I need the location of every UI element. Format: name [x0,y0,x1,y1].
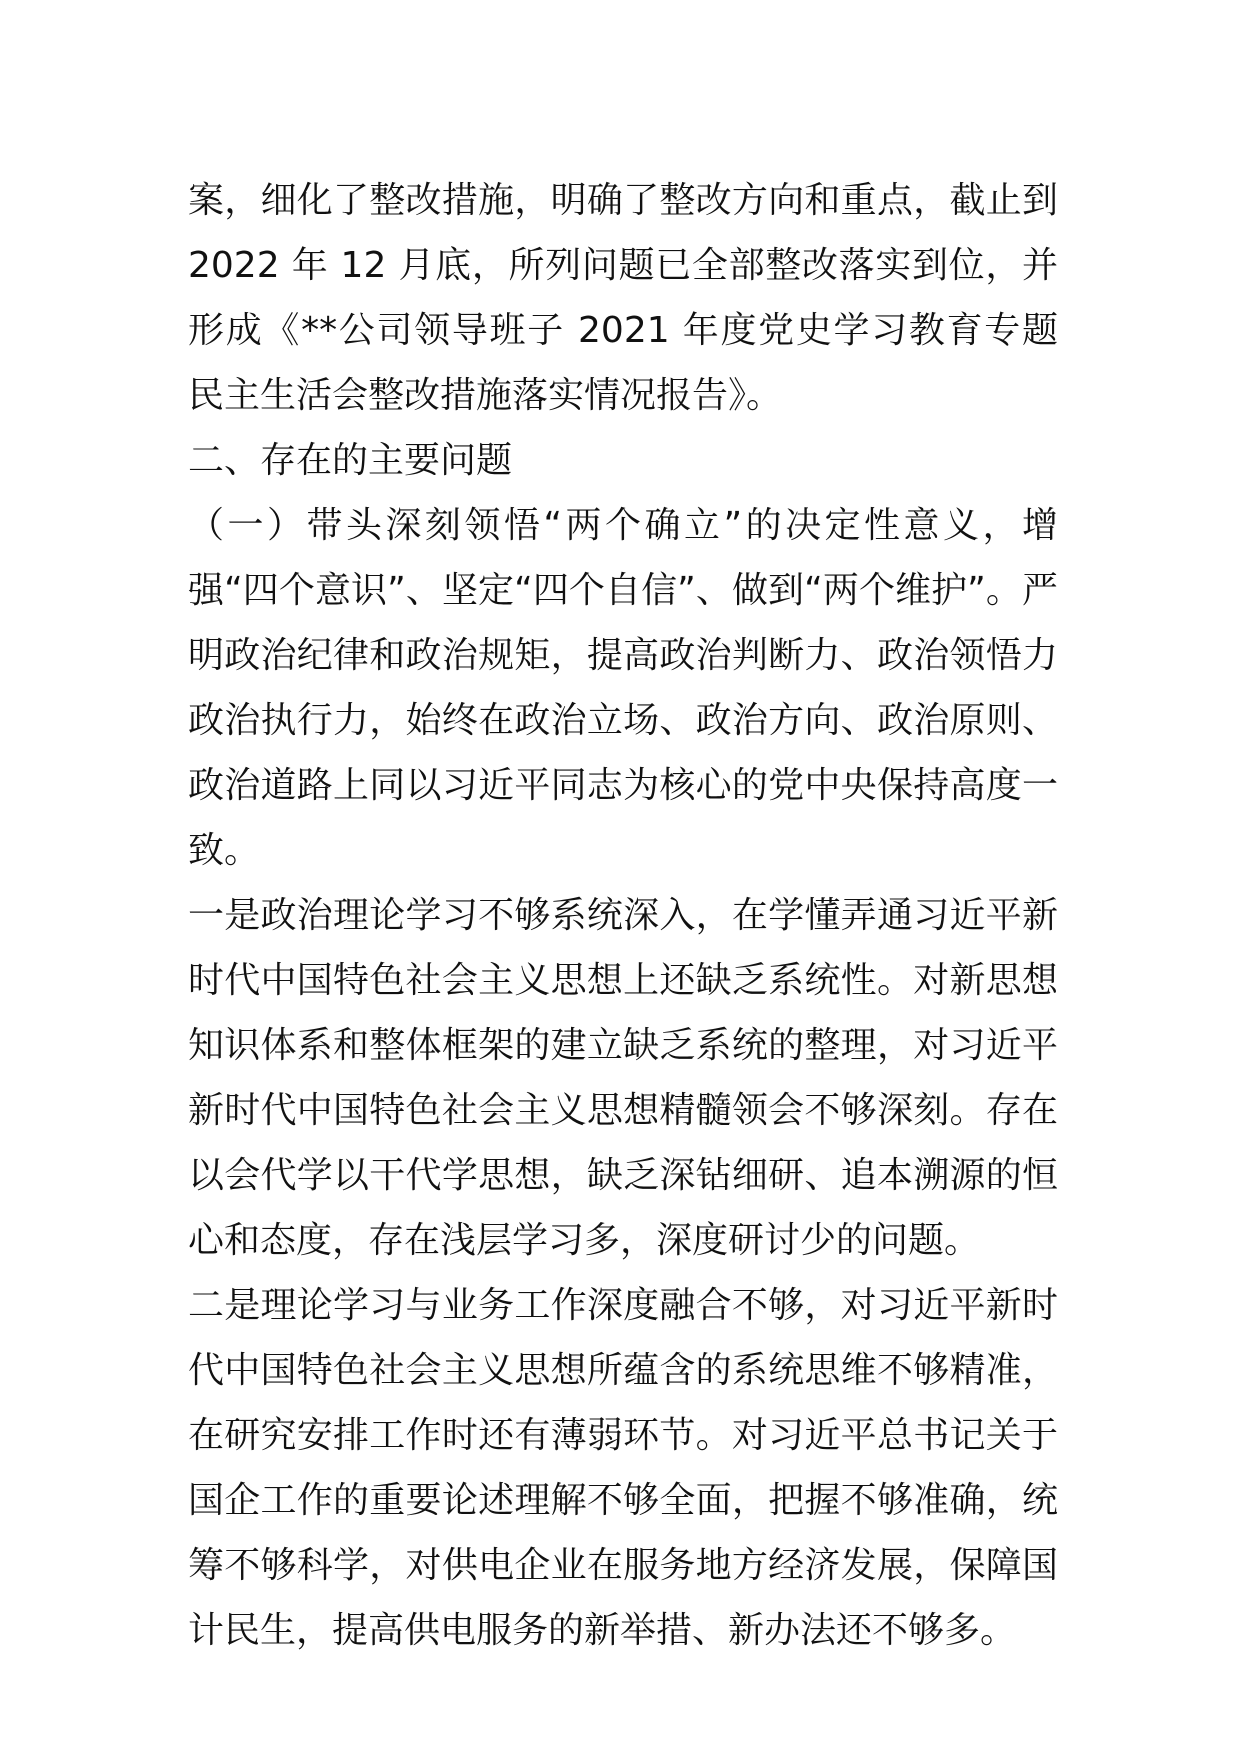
document-body [188,168,1058,1663]
section-heading: 二、存在的主要问题 [188,440,513,481]
paragraph-intro: 案，细化了整改措施，明确了整改方向和重点，截止到2022 年 12 月底，所列问题已全部整改落实到位，并形成《**公司领导班子 2021 年度党史学习教育专题民主生活会整改措施落实情况报告》。 [188,180,1058,416]
paragraph-point-2: 二是理论学习与业务工作深度融合不够，对习近平新时代中国特色社会主义思想所蕴含的系统思维不够精准，在研究安排工作时还有薄弱环节。对习近平总书记关于国企工作的重要论述理解不够全面，把握不够准确，统筹不够科学，对供电企业在服务地方经济发展，保障国计民生，提高供电服务的新举措、新办法还不够多。 [188,1285,1058,1651]
paragraph-point-1: 一是政治理论学习不够系统深入，在学懂弄通习近平新时代中国特色社会主义思想上还缺乏系统性。对新思想知识体系和整体框架的建立缺乏系统的整理，对习近平新时代中国特色社会主义思想精髓领会不够深刻。存在以会代学以干代学思想，缺乏深钻细研、追本溯源的恒心和态度，存在浅层学习多，深度研讨少的问题。 [188,895,1058,1261]
paragraph-subsection-1: （一）带头深刻领悟“两个确立”的决定性意义，增强“四个意识”、坚定“四个自信”、做到“两个维护”。严明政治纪律和政治规矩，提高政治判断力、政治领悟力政治执行力，始终在政治立场、政治方向、政治原则、政治道路上同以习近平同志为核心的党中央保持高度一致。 [188,505,1058,871]
